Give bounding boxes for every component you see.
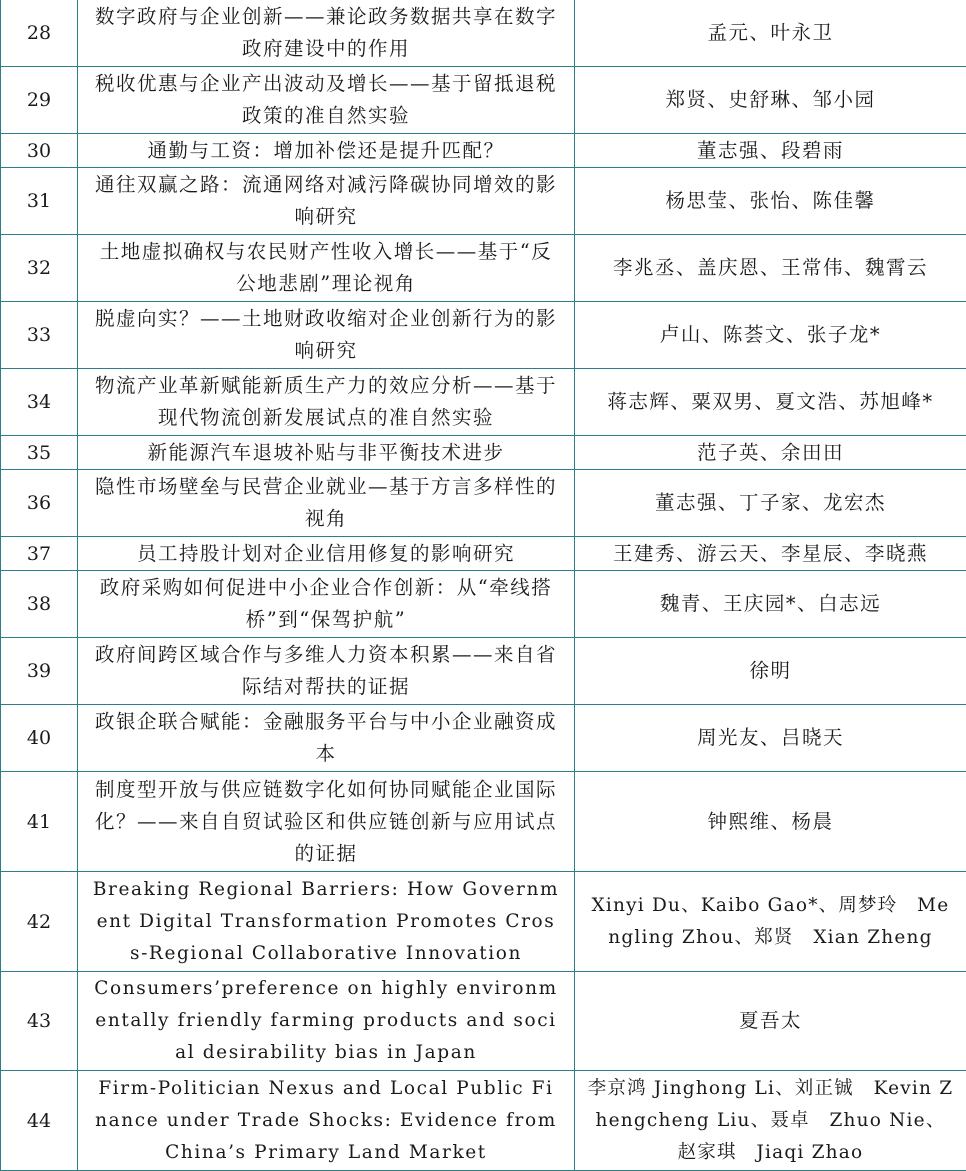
paper-authors: 王建秀、游云天、李星辰、李晓燕 [575, 537, 966, 571]
table-row [1, 67, 966, 134]
table-row [1, 638, 966, 705]
paper-authors: 魏青、王庆园*、白志远 [575, 571, 966, 638]
table-row [1, 0, 966, 67]
paper-authors: 李京鸿 Jinghong Li、刘正铖 Kevin Zhengcheng Liu、聂卓 Zhuo Nie、赵家琪 Jiaqi Zhao [575, 1071, 966, 1171]
paper-title: 通往双赢之路：流通网络对减污降碳协同增效的影响研究 [78, 168, 575, 235]
paper-title: 通勤与工资：增加补偿还是提升匹配？ [78, 134, 575, 168]
paper-title: 税收优惠与企业产出波动及增长——基于留抵退税政策的准自然实验 [78, 67, 575, 134]
paper-authors: 徐明 [575, 638, 966, 705]
row-number: 29 [1, 67, 78, 134]
paper-title: 土地虚拟确权与农民财产性收入增长——基于“反公地悲剧”理论视角 [78, 235, 575, 302]
paper-authors: 郑贤、史舒琳、邹小园 [575, 67, 966, 134]
paper-title: 物流产业革新赋能新质生产力的效应分析——基于现代物流创新发展试点的准自然实验 [78, 369, 575, 436]
row-number: 44 [1, 1071, 78, 1171]
table-row [1, 302, 966, 369]
table-row [1, 436, 966, 470]
row-number: 32 [1, 235, 78, 302]
paper-title: 隐性市场壁垒与民营企业就业—基于方言多样性的视角 [78, 470, 575, 537]
paper-title: 脱虚向实？——土地财政收缩对企业创新行为的影响研究 [78, 302, 575, 369]
table-row [1, 872, 966, 972]
paper-authors: Xinyi Du、Kaibo Gao*、周梦玲 Mengling Zhou、郑贤 Xian Zheng [575, 872, 966, 972]
row-number: 34 [1, 369, 78, 436]
table-row [1, 470, 966, 537]
row-number: 35 [1, 436, 78, 470]
paper-title: 制度型开放与供应链数字化如何协同赋能企业国际化？——来自自贸试验区和供应链创新与应用试点的证据 [78, 772, 575, 872]
row-number: 30 [1, 134, 78, 168]
row-number: 36 [1, 470, 78, 537]
paper-title: 数字政府与企业创新——兼论政务数据共享在数字政府建设中的作用 [78, 0, 575, 67]
table-row [1, 705, 966, 772]
paper-title: Firm-Politician Nexus and Local Public Finance under Trade Shocks: Evidence from China’s Primary Land Market [78, 1071, 575, 1171]
table-row [1, 772, 966, 872]
paper-title: 员工持股计划对企业信用修复的影响研究 [78, 537, 575, 571]
paper-authors: 董志强、段碧雨 [575, 134, 966, 168]
table-row [1, 972, 966, 1071]
paper-authors: 周光友、吕晓天 [575, 705, 966, 772]
table-row [1, 134, 966, 168]
row-number: 37 [1, 537, 78, 571]
table-row [1, 537, 966, 571]
paper-authors: 钟熙维、杨晨 [575, 772, 966, 872]
row-number: 31 [1, 168, 78, 235]
table-row [1, 571, 966, 638]
paper-title: Breaking Regional Barriers: How Government Digital Transformation Promotes Cross-Regional Collaborative Innovation [78, 872, 575, 972]
row-number: 38 [1, 571, 78, 638]
paper-title: 政府间跨区域合作与多维人力资本积累——来自省际结对帮扶的证据 [78, 638, 575, 705]
paper-authors: 卢山、陈荟文、张子龙* [575, 302, 966, 369]
paper-authors: 孟元、叶永卫 [575, 0, 966, 67]
row-number: 39 [1, 638, 78, 705]
paper-title: 新能源汽车退坡补贴与非平衡技术进步 [78, 436, 575, 470]
row-number: 28 [1, 0, 78, 67]
paper-authors: 杨思莹、张怡、陈佳馨 [575, 168, 966, 235]
row-number: 33 [1, 302, 78, 369]
paper-authors: 李兆丞、盖庆恩、王常伟、魏霄云 [575, 235, 966, 302]
paper-title: 政银企联合赋能：金融服务平台与中小企业融资成本 [78, 705, 575, 772]
table-row [1, 1071, 966, 1171]
table-row [1, 168, 966, 235]
paper-authors: 蒋志辉、粟双男、夏文浩、苏旭峰* [575, 369, 966, 436]
row-number: 43 [1, 972, 78, 1071]
paper-authors: 范子英、余田田 [575, 436, 966, 470]
paper-authors: 夏吾太 [575, 972, 966, 1071]
row-number: 42 [1, 872, 78, 972]
paper-title: 政府采购如何促进中小企业合作创新：从“牵线搭桥”到“保驾护航” [78, 571, 575, 638]
paper-authors: 董志强、丁子家、龙宏杰 [575, 470, 966, 537]
row-number: 41 [1, 772, 78, 872]
table-row [1, 369, 966, 436]
paper-title: Consumers’preference on highly environmentally friendly farming products and social desirability bias in Japan [78, 972, 575, 1071]
table-row [1, 235, 966, 302]
row-number: 40 [1, 705, 78, 772]
